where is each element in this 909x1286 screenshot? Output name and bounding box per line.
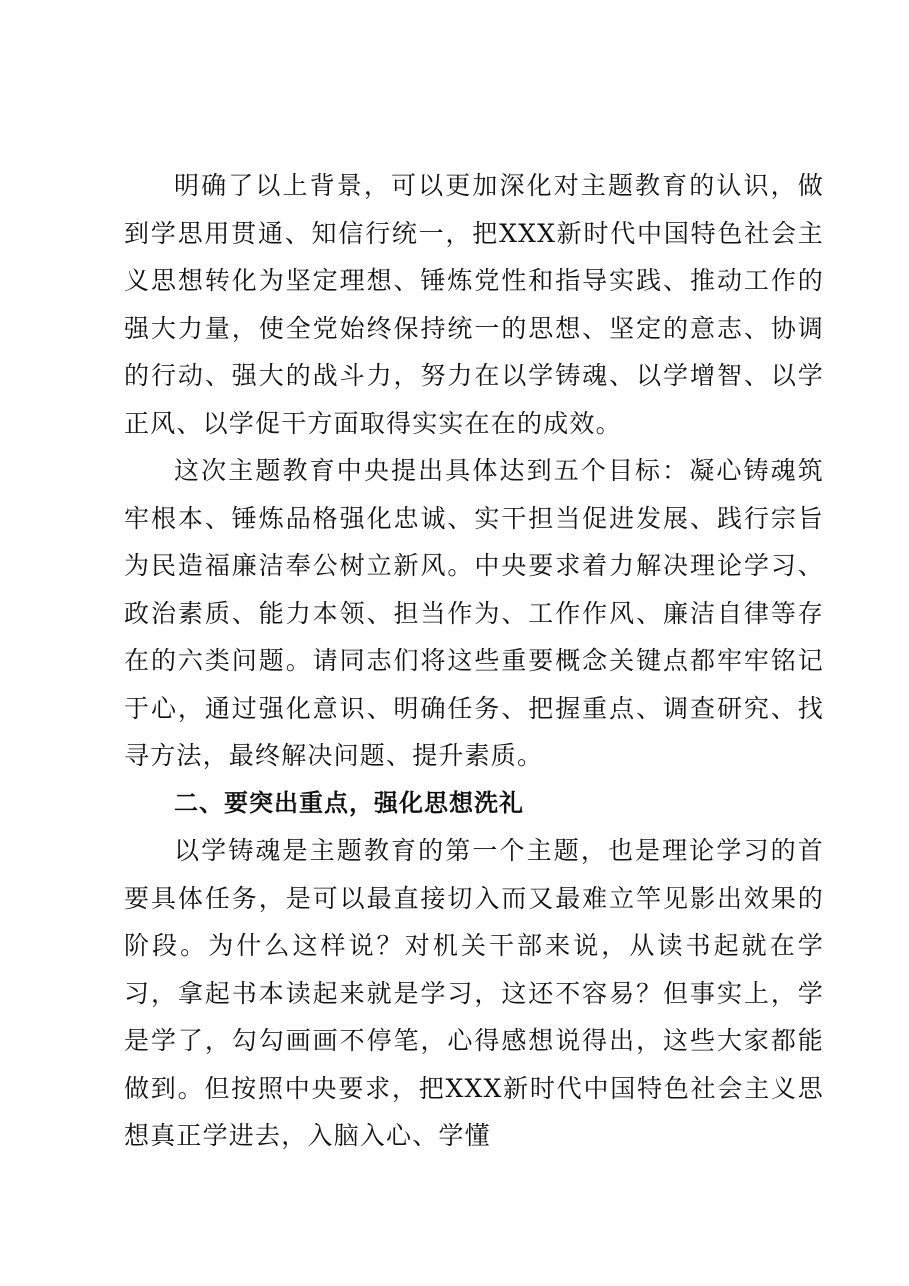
paragraph-goals: 这次主题教育中央提出具体达到五个目标：凝心铸魂筑牢根本、锤炼品格强化忠诚、实干担当促进发展、践行宗旨为民造福廉洁奉公树立新风。中央要求着力解决理论学习、政治素质、能力本领、担当作为、工作作风、廉洁自律等存在的六类问题。请同志们将这些重要概念关键点都牢牢铭记于心，通过强化意识、明确任务、把握重点、调查研究、找寻方法，最终解决问题、提升素质。 [124, 456, 824, 770]
paragraph-background: 明确了以上背景，可以更加深化对主题教育的认识，做到学思用贯通、知信行统一，把XXX新时代中国特色社会主义思想转化为坚定理想、锤炼党性和指导实践、推动工作的强大力量，使全党始终保持统一的思想、坚定的意志、协调的行动、强大的战斗力，努力在以学铸魂、以学增智、以学正风、以学促干方面取得实实在在的成效。 [124, 171, 824, 438]
section-heading: 二、要突出重点，强化思想洗礼 [174, 788, 524, 817]
paragraph-soul-casting: 以学铸魂是主题教育的第一个主题，也是理论学习的首要具体任务，是可以最直接切入而又最难立竿见影出效果的阶段。为什么这样说？对机关干部来说，从读书起就在学习，拿起书本读起来就是学习，这还不容易？但事实上，学是学了，勾勾画画不停笔，心得感想说得出，这些大家都能做到。但按照中央要求，把XXX新时代中国特色社会主义思想真正学进去，入脑入心、学懂 [124, 836, 824, 1150]
document-body [124, 162, 824, 1160]
